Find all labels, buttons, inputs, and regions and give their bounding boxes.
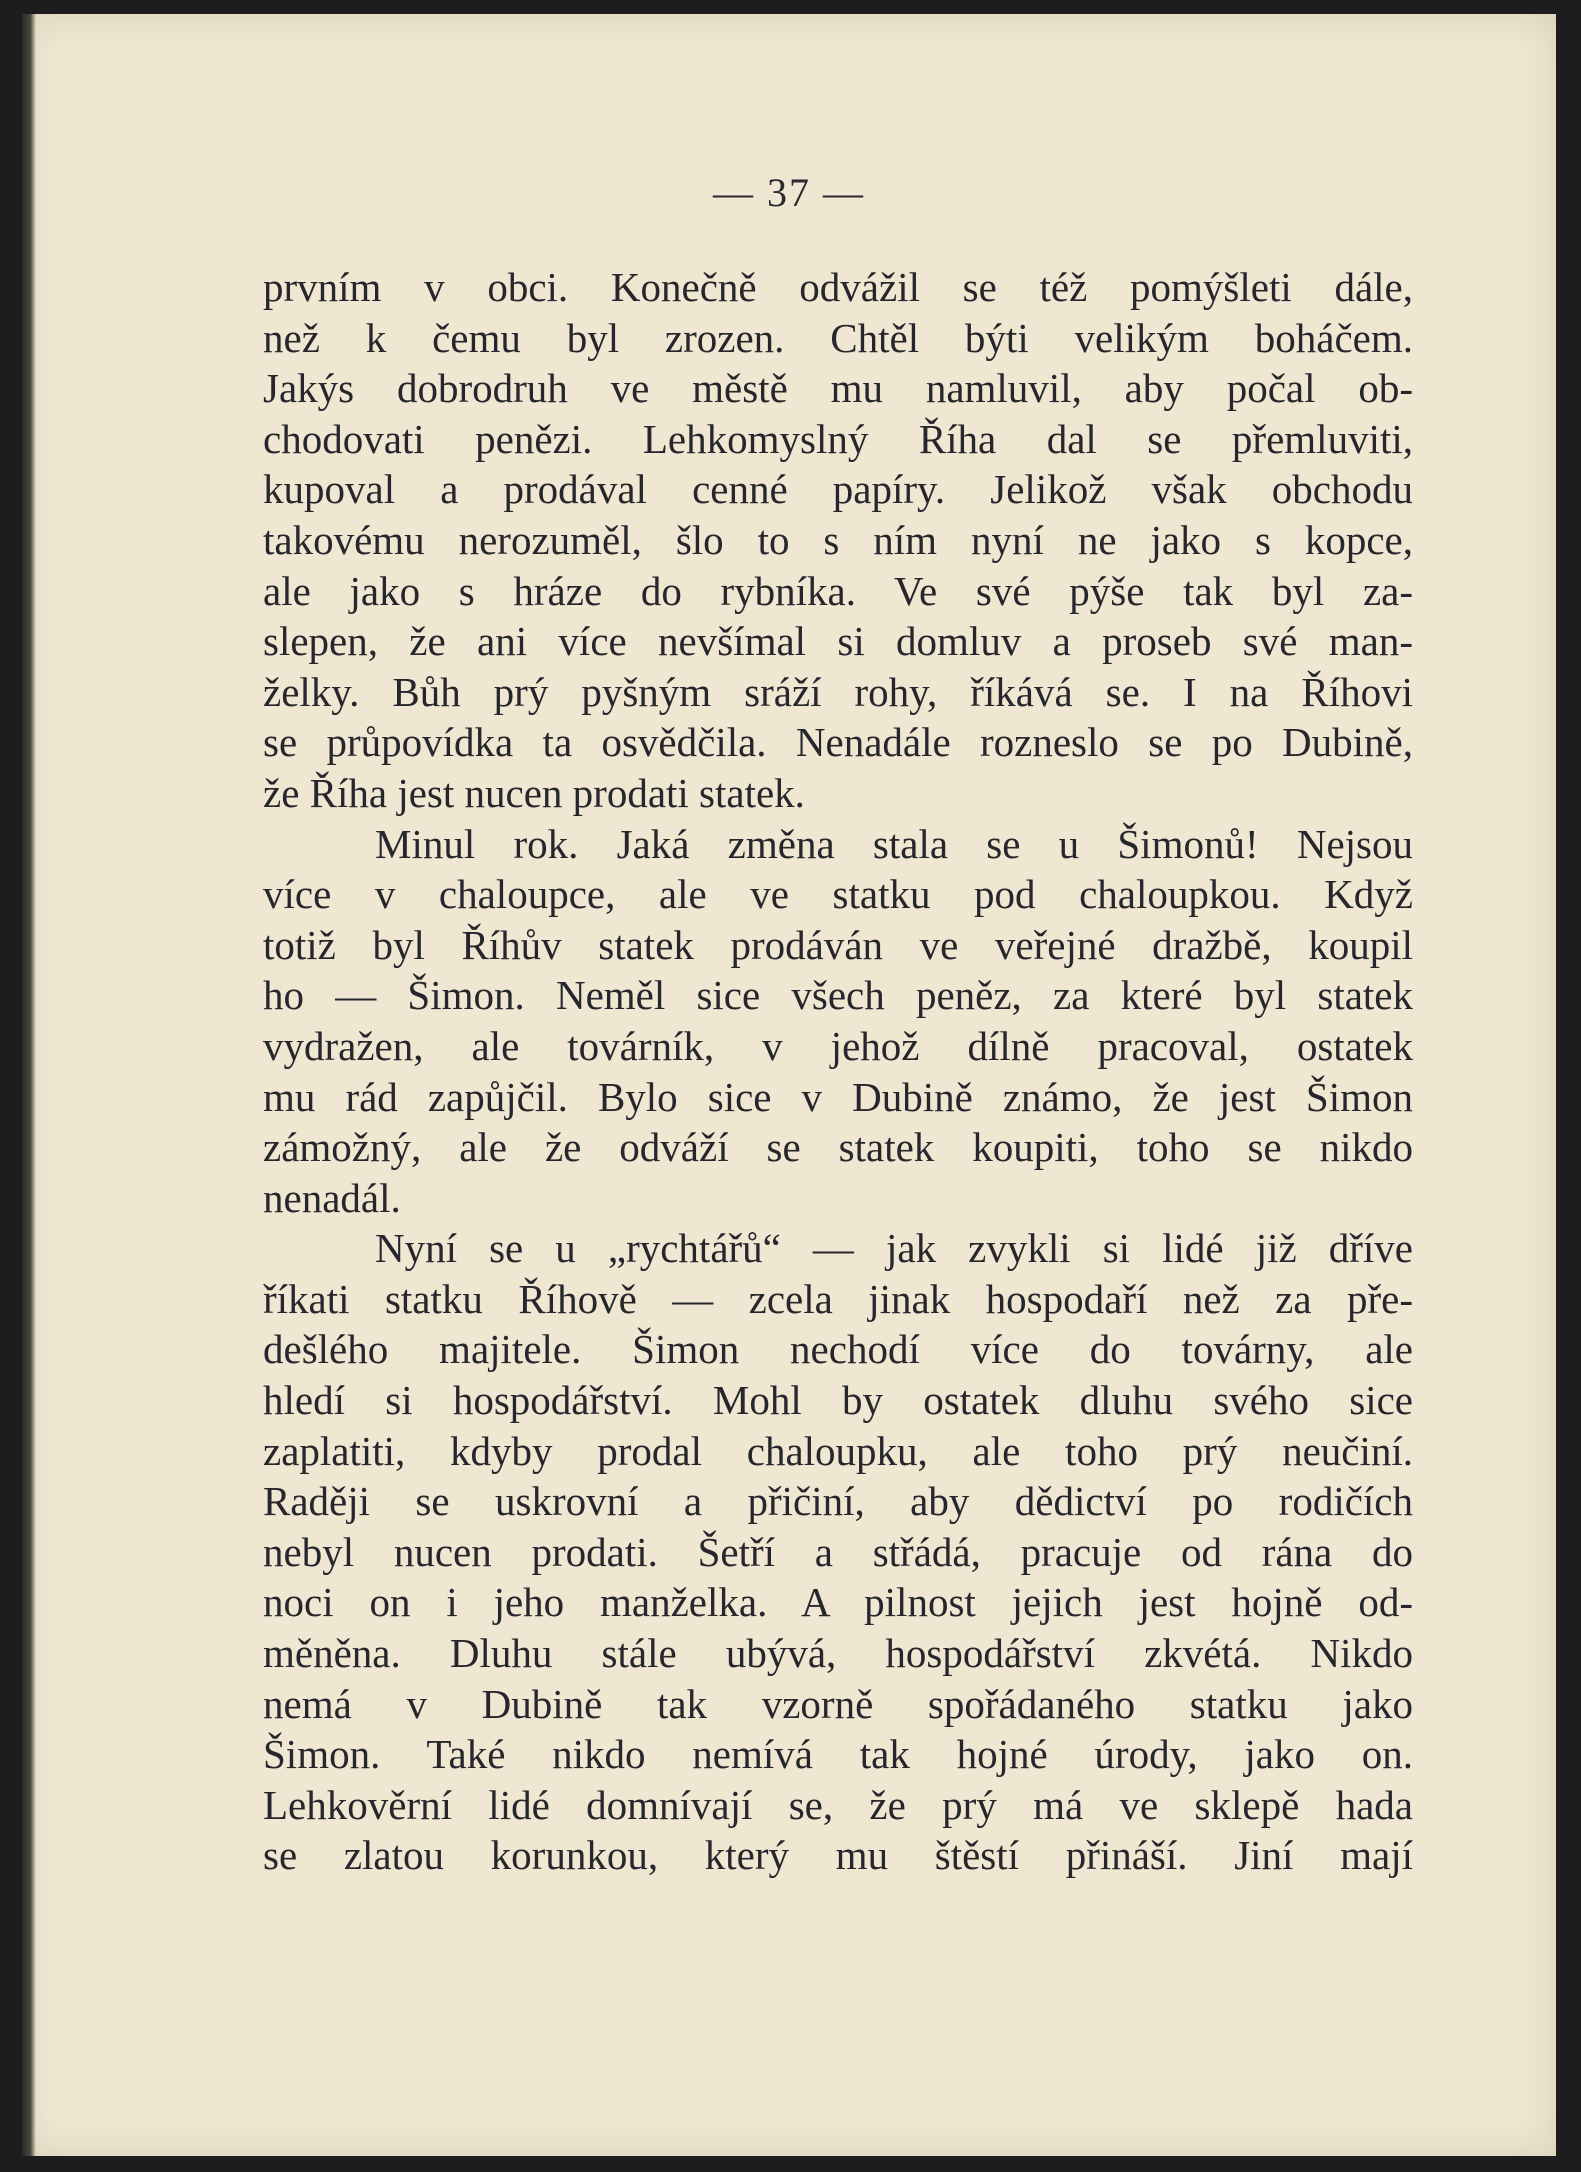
text-line: ale jako s hráze do rybníka. Ve své pýše tak byl za- — [263, 567, 1413, 614]
text-line: že Říha jest nucen prodati statek. — [263, 769, 805, 816]
text-line: dešlého majitele. Šimon nechodí více do továrny, ale — [263, 1326, 1413, 1373]
body-text — [263, 262, 1413, 1881]
text-line: zámožný, ale že odváží se statek koupiti, toho se nikdo — [263, 1124, 1413, 1171]
text-line: kupoval a prodával cenné papíry. Jelikož však obchodu — [263, 466, 1413, 513]
text-line: prvním v obci. Konečně odvážil se též pomýšleti dále, — [263, 264, 1413, 310]
text-line: než k čemu byl zrozen. Chtěl býti velikým boháčem. — [263, 314, 1413, 361]
text-line: se průpovídka ta osvědčila. Nenadále rozneslo se po Dubině, — [263, 719, 1413, 766]
text-line: se zlatou korunkou, který mu štěstí přináší. Jiní mají — [263, 1832, 1413, 1879]
text-line: ho — Šimon. Neměl sice všech peněz, za které byl statek — [263, 972, 1413, 1019]
text-line: nemá v Dubině tak vzorně spořádaného statku jako — [263, 1680, 1413, 1727]
page-number: — 37 — — [713, 170, 865, 215]
text-line: nenadál. — [263, 1174, 401, 1221]
text-line: Jakýs dobrodruh ve městě mu namluvil, aby počal ob- — [263, 365, 1413, 412]
text-line: nebyl nucen prodati. Šetří a střádá, pracuje od rána do — [263, 1528, 1413, 1575]
text-line: Lehkověrní lidé domnívají se, že prý má ve sklepě hada — [263, 1781, 1413, 1828]
text-line: chodovati penězi. Lehkomyslný Říha dal se přemluviti, — [263, 415, 1413, 462]
text-line: Raději se uskrovní a přičiní, aby dědictví po rodičích — [263, 1478, 1413, 1525]
text-line: říkati statku Říhově — zcela jinak hospodaří než za pře- — [263, 1275, 1413, 1322]
text-line: totiž byl Říhův statek prodáván ve veřejné dražbě, koupil — [263, 921, 1413, 968]
text-line: Šimon. Také nikdo nemívá tak hojné úrody, jako on. — [263, 1731, 1413, 1778]
page-spine-edge — [22, 14, 36, 2156]
paragraph-start-line: Minul rok. Jaká změna stala se u Šimonů! Nejsou — [375, 820, 1413, 867]
text-line: takovému nerozuměl, šlo to s ním nyní ne jako s kopce, — [263, 516, 1413, 563]
text-line: mu rád zapůjčil. Bylo sice v Dubině známo, že jest Šimon — [263, 1073, 1413, 1120]
text-line: zaplatiti, kdyby prodal chaloupku, ale toho prý neučiní. — [263, 1427, 1413, 1474]
text-line: slepen, že ani více nevšímal si domluv a proseb své man- — [263, 618, 1413, 665]
text-line: měněna. Dluhu stále ubývá, hospodářství zkvétá. Nikdo — [263, 1630, 1413, 1677]
text-line: vydražen, ale továrník, v jehož dílně pracoval, ostatek — [263, 1022, 1413, 1069]
text-line: hledí si hospodářství. Mohl by ostatek dluhu svého sice — [263, 1377, 1413, 1424]
text-line: noci on i jeho manželka. A pilnost jejich jest hojně od- — [263, 1579, 1413, 1626]
text-line: více v chaloupce, ale ve statku pod chaloupkou. Když — [263, 871, 1413, 918]
text-line: želky. Bůh prý pyšným sráží rohy, říkává se. I na Říhovi — [263, 668, 1413, 715]
paragraph-start-line: Nyní se u „rychtářů“ — jak zvykli si lidé již dříve — [375, 1225, 1413, 1272]
book-page — [22, 14, 1556, 2156]
